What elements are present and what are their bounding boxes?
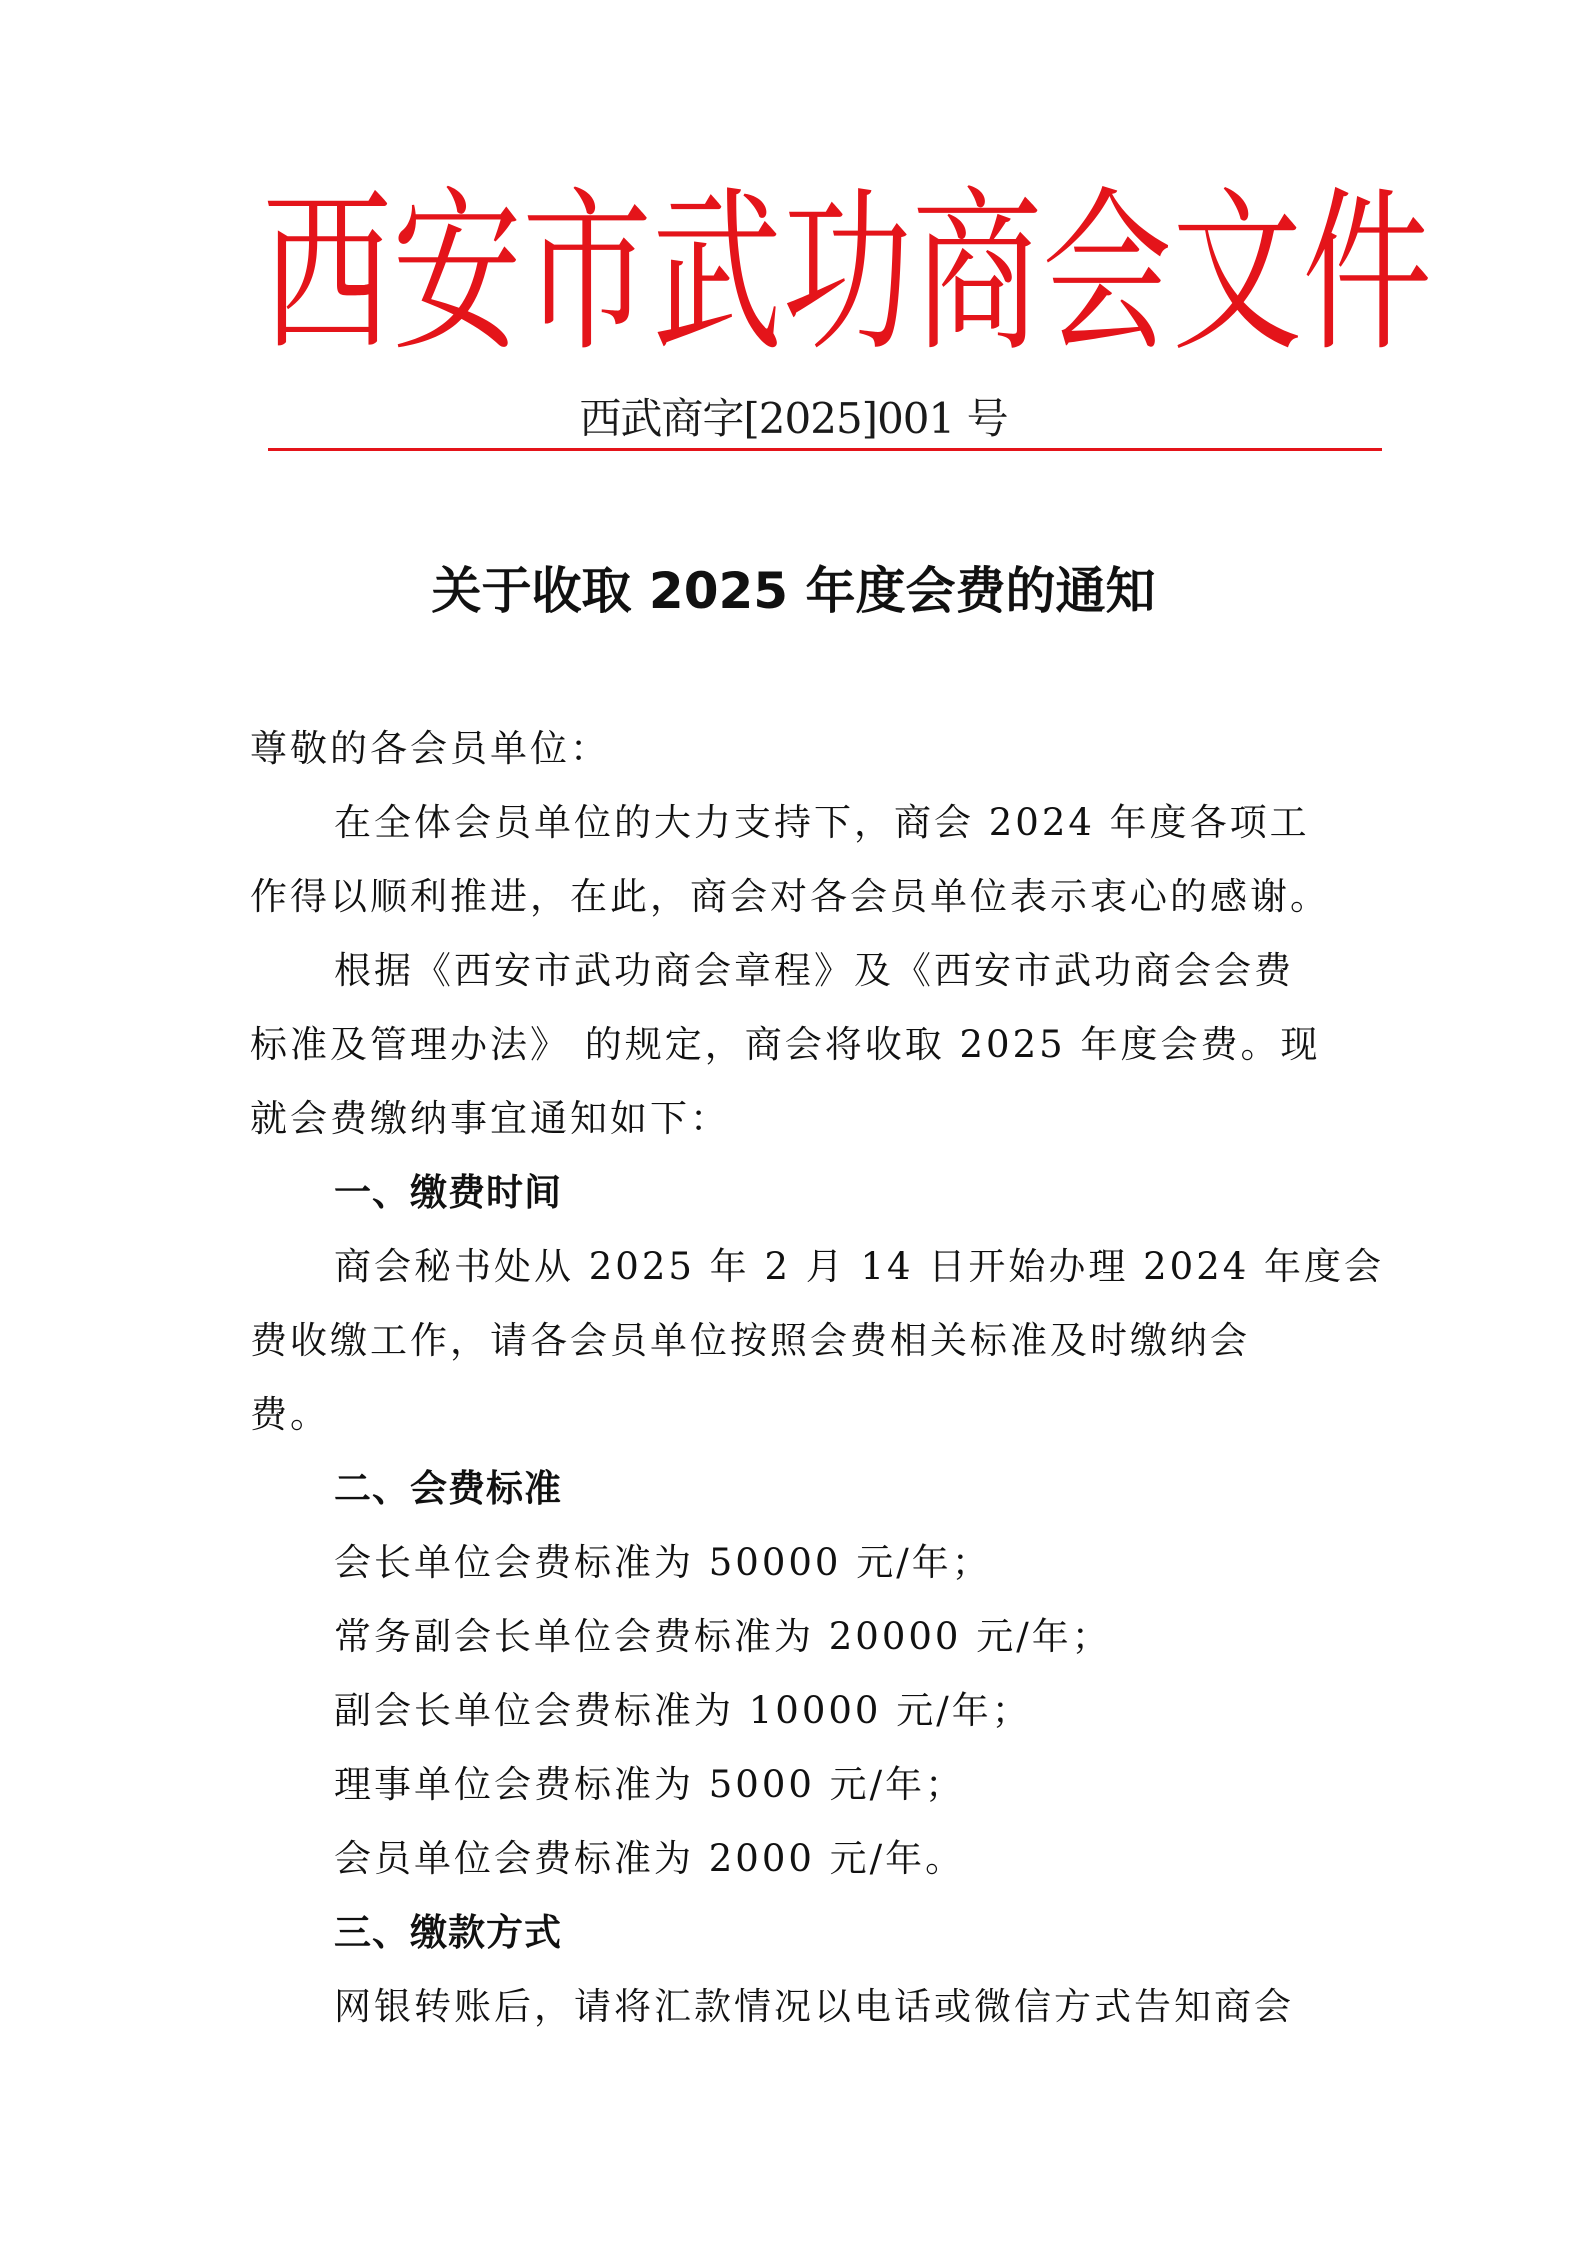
fee-standard-item: 副会长单位会费标准为 10000 元/年； <box>334 1689 1032 1732</box>
issuer-title <box>262 131 1433 415</box>
notice-body <box>250 712 1385 2044</box>
fee-standard-item: 理事单位会费标准为 5000 元/年； <box>334 1763 966 1806</box>
fee-standard-item: 会员单位会费标准为 2000 元/年。 <box>334 1837 966 1880</box>
issuer-title-char: 武 <box>652 170 783 376</box>
payment-time-line: 费收缴工作，请各会员单位按照会费相关标准及时缴纳会 <box>250 1319 1250 1362</box>
payment-time-line: 商会秘书处从 2025 年 2 月 14 日开始办理 2024 年度会 <box>334 1245 1385 1288</box>
fee-standard-item: 常务副会长单位会费标准为 20000 元/年； <box>334 1615 1112 1658</box>
salutation: 尊敬的各会员单位： <box>250 727 610 770</box>
section-heading-fee-standard: 二、会费标准 <box>334 1467 562 1510</box>
intro-line: 在全体会员单位的大力支持下，商会 2024 年度各项工 <box>334 801 1310 844</box>
issuer-title-char: 市 <box>522 170 653 376</box>
issuer-title-char: 会 <box>1042 170 1173 376</box>
issuer-title-char: 文 <box>1172 170 1303 376</box>
issuer-title-char: 西 <box>262 170 393 376</box>
issuer-title-char: 商 <box>912 170 1043 376</box>
basis-line: 根据《西安市武功商会章程》及《西安市武功商会会费 <box>334 949 1294 992</box>
header-divider <box>268 448 1382 451</box>
issuer-title-char: 件 <box>1302 170 1433 376</box>
notice-title: 关于收取 2025 年度会费的通知 <box>431 562 1156 620</box>
intro-line: 作得以顺利推进，在此，商会对各会员单位表示衷心的感谢。 <box>250 875 1330 918</box>
fee-standard-item: 会长单位会费标准为 50000 元/年； <box>334 1541 992 1584</box>
section-heading-payment-method: 三、缴款方式 <box>334 1911 562 1954</box>
payment-time-line: 费。 <box>250 1393 330 1436</box>
section-heading-payment-time: 一、缴费时间 <box>334 1171 562 1214</box>
issuer-title-char: 安 <box>392 170 523 376</box>
basis-line: 标准及管理办法》 的规定，商会将收取 2025 年度会费。现 <box>250 1023 1321 1066</box>
basis-line: 就会费缴纳事宜通知如下： <box>250 1097 730 1140</box>
payment-method-line: 网银转账后，请将汇款情况以电话或微信方式告知商会 <box>334 1985 1294 2028</box>
document-number: 西武商字[2025]001 号 <box>579 394 1008 443</box>
issuer-title-char: 功 <box>782 170 913 376</box>
